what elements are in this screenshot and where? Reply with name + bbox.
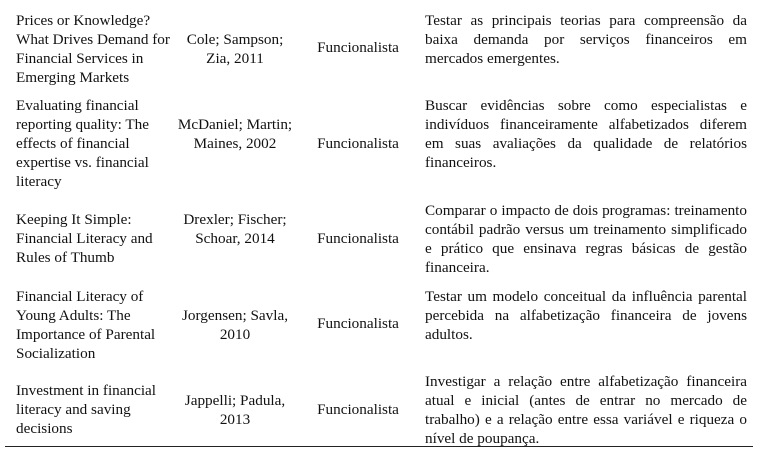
row-objective: Buscar evidências sobre como especialistas e indivíduos financeiramente alfabetizados diferem em suas avaliações da qualidade de relatórios financeiros. bbox=[425, 97, 747, 171]
row-title: Investment in financial literacy and saving decisions bbox=[16, 382, 157, 437]
row-objective: Testar as principais teorias para compreensão da baixa demanda por serviços financeiros em mercados emergentes. bbox=[425, 12, 747, 67]
row-authors: Jorgensen; Savla, 2010 bbox=[181, 307, 289, 343]
row-authors: McDaniel; Martin; Maines, 2002 bbox=[177, 116, 293, 152]
row-authors: Drexler; Fischer; Schoar, 2014 bbox=[183, 211, 287, 247]
row-approach: Funcionalista bbox=[317, 135, 399, 152]
table-bottom-rule bbox=[5, 446, 753, 447]
row-title: Prices or Knowledge? What Drives Demand for Financial Services in Emerging Markets bbox=[16, 12, 170, 86]
row-title: Financial Literacy of Young Adults: The Importance of Parental Socialization bbox=[16, 288, 156, 362]
row-approach: Funcionalista bbox=[317, 401, 399, 418]
row-title: Evaluating financial reporting quality: The effects of financial expertise vs. financial literacy bbox=[16, 97, 150, 190]
row-title: Keeping It Simple: Financial Literacy and Rules of Thumb bbox=[16, 211, 153, 266]
row-authors: Cole; Sampson; Zia, 2011 bbox=[186, 31, 284, 67]
row-approach: Funcionalista bbox=[317, 230, 399, 247]
row-objective: Testar um modelo conceitual da influência parental percebida na alfabetização financeira de jovens adultos. bbox=[425, 288, 747, 343]
row-objective: Investigar a relação entre alfabetização financeira atual e inicial (antes de entrar no mercado de trabalho) e a relação entre essa variável e riqueza o nível de poupança. bbox=[425, 373, 747, 447]
row-objective: Comparar o impacto de dois programas: treinamento contábil padrão versus um treinamento simplificado e prático que ensinava regras básicas de gestão financeira. bbox=[425, 202, 747, 276]
row-authors: Jappelli; Padula, 2013 bbox=[184, 392, 286, 428]
row-approach: Funcionalista bbox=[317, 315, 399, 332]
row-approach: Funcionalista bbox=[317, 39, 399, 56]
